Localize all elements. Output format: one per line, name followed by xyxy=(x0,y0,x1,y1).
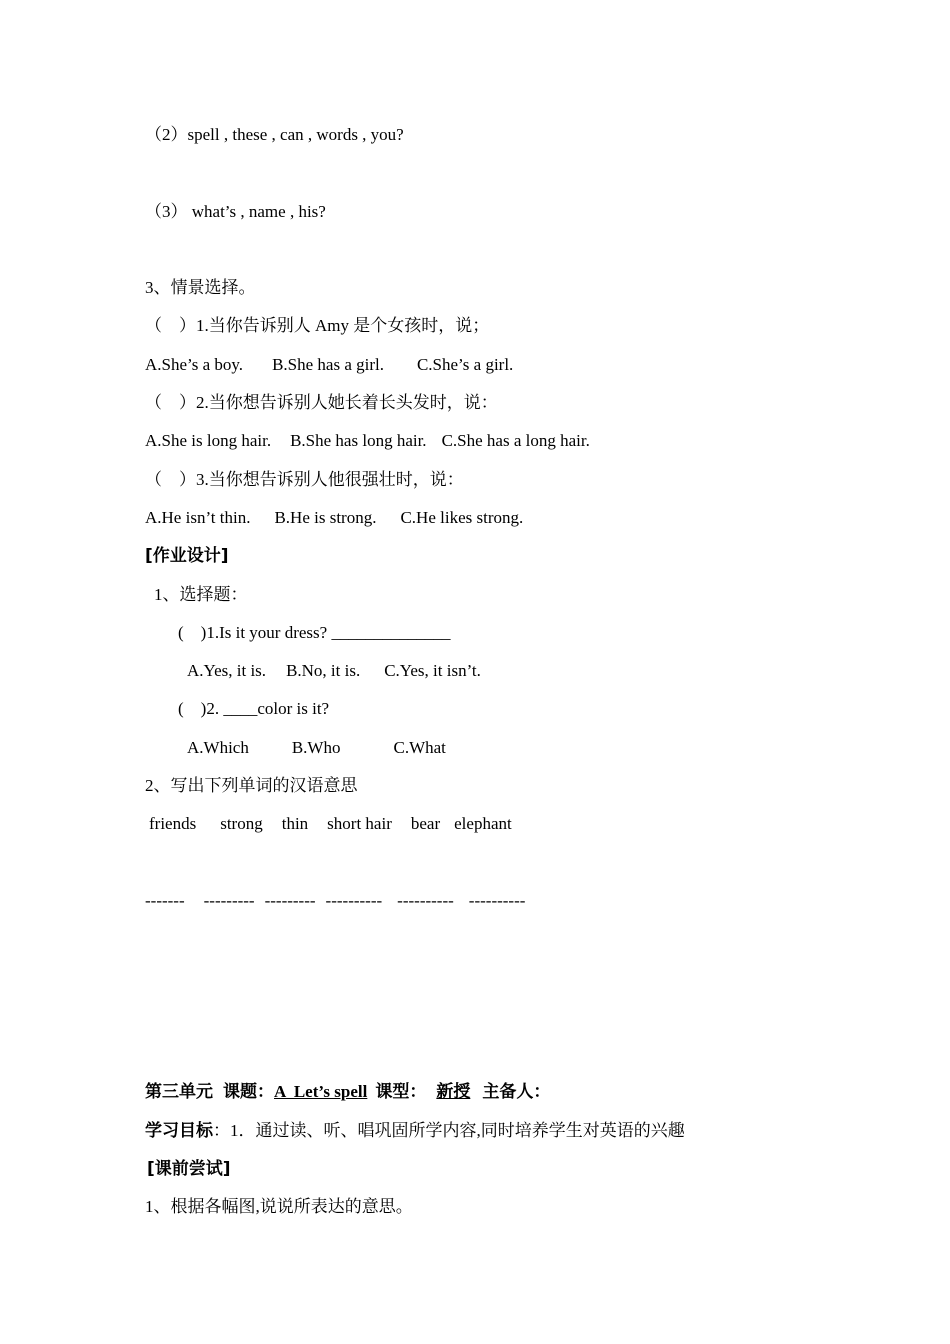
situation-2-question: （ ）2.当你想告诉别人她长着长头发时，说： xyxy=(145,393,498,412)
option-c: C.What xyxy=(393,738,446,757)
blank: --------- xyxy=(203,891,255,910)
option-a: A.He isn’t thin. xyxy=(145,508,251,527)
option-b: B.He is strong. xyxy=(274,508,377,527)
word: friends xyxy=(149,814,197,833)
homework-1-question-2-options xyxy=(187,737,446,759)
situation-2-options xyxy=(145,430,590,452)
blank: ---------- xyxy=(468,891,526,910)
unit-header xyxy=(145,1081,550,1103)
homework-1-title: 1、选择题： xyxy=(154,585,248,604)
goal-text: ：1．通过读、听、唱巩固所学内容,同时培养学生对英语的兴趣 xyxy=(213,1121,685,1140)
situation-1-options xyxy=(145,354,513,376)
blank: --------- xyxy=(264,891,316,910)
type-label: 课型： xyxy=(375,1082,427,1102)
homework-1-question-1: ( )1.Is it your dress? ______________ xyxy=(178,623,451,642)
homework-1-question-2: ( )2. ____color is it? xyxy=(178,699,330,718)
option-c: C.She has a long hair. xyxy=(441,431,590,450)
word: bear xyxy=(410,814,441,833)
word: strong xyxy=(220,814,263,833)
learning-goal xyxy=(145,1120,685,1142)
blank: ---------- xyxy=(325,891,383,910)
pre-class-item-1: 1、根据各幅图,说说所表达的意思。 xyxy=(145,1197,413,1216)
option-c: C.He likes strong. xyxy=(400,508,524,527)
homework-2-title: 2、写出下列单词的汉语意思 xyxy=(145,776,358,795)
word-list xyxy=(149,813,512,835)
blank: ------- xyxy=(145,891,185,910)
option-b: B.Who xyxy=(291,738,341,757)
blank: ---------- xyxy=(397,891,454,910)
unit-label: 第三单元 xyxy=(145,1082,213,1102)
question-2-2: （2）spell , these , can , words , you? xyxy=(145,125,404,144)
situation-1-question: （ ）1.当你告诉别人 Amy 是个女孩时，说； xyxy=(145,316,490,335)
option-a: A.She is long hair. xyxy=(145,431,272,450)
goal-label: 学习目标 xyxy=(145,1121,213,1141)
preparer-label: 主备人： xyxy=(482,1082,551,1102)
homework-title: [作业设计] xyxy=(145,546,229,566)
word: short hair xyxy=(327,814,392,833)
topic-label: 课题： xyxy=(223,1082,274,1102)
topic-value: A Let’s spell xyxy=(274,1082,368,1101)
question-2-3: （3） what’s , name , his? xyxy=(145,202,326,221)
option-a: A.Which xyxy=(187,738,249,757)
option-a: A.She’s a boy. xyxy=(145,355,244,374)
word: thin xyxy=(281,814,309,833)
situation-3-options xyxy=(145,507,523,529)
option-b: B.She has long hair. xyxy=(290,431,427,450)
type-value: 新授 xyxy=(436,1082,471,1102)
option-b: B.She has a girl. xyxy=(272,355,384,374)
situation-3-question: （ ）3.当你想告诉别人他很强壮时，说： xyxy=(145,470,464,489)
pre-class-title: [课前尝试] xyxy=(147,1159,231,1179)
option-c: C.Yes, it isn’t. xyxy=(384,661,481,680)
option-b: B.No, it is. xyxy=(286,661,361,680)
homework-1-question-1-options xyxy=(187,660,481,682)
option-a: A.Yes, it is. xyxy=(187,661,267,680)
option-c: C.She’s a girl. xyxy=(416,355,514,374)
word: elephant xyxy=(454,814,512,833)
answer-blanks xyxy=(145,890,525,912)
section-3-title: 3、情景选择。 xyxy=(145,278,256,297)
